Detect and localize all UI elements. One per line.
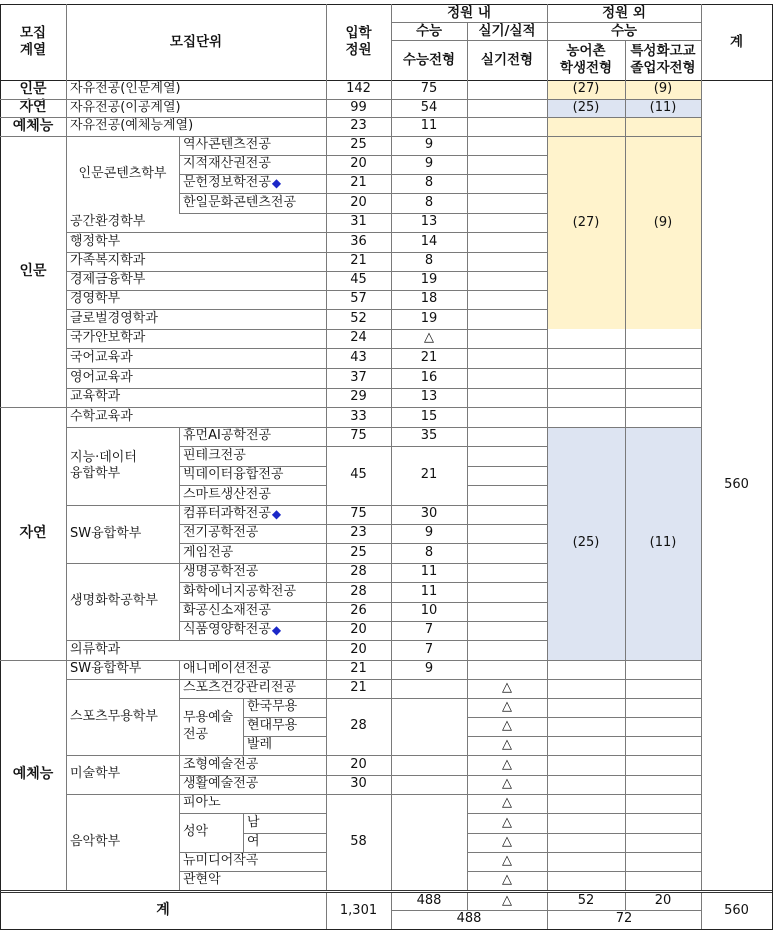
bio-quota: 28 bbox=[350, 583, 367, 599]
practical-triangle: △ bbox=[502, 814, 512, 830]
sport-health-quota: 21 bbox=[350, 680, 367, 696]
h-rule bbox=[391, 22, 701, 23]
cloth-quota: 20 bbox=[350, 641, 367, 657]
h-rule bbox=[467, 833, 701, 834]
major-label: 식품영양학전공 bbox=[183, 622, 271, 638]
ai-major: 핀테크전공 bbox=[183, 447, 246, 463]
major-label: 화학에너지공학전공 bbox=[183, 583, 297, 599]
dept-name: 행정학부 bbox=[70, 233, 121, 249]
h-rule bbox=[467, 446, 547, 447]
dept-suneung: 13 bbox=[420, 214, 438, 230]
row-group: 인문 bbox=[19, 80, 47, 97]
row-suneung: 54 bbox=[420, 99, 438, 115]
header-practical: 실기/실적 bbox=[478, 22, 536, 39]
dept-quota: 29 bbox=[350, 389, 367, 405]
h-rule bbox=[66, 679, 701, 680]
major-quota: 21 bbox=[350, 175, 367, 191]
dept-music: 음악학부 bbox=[70, 833, 121, 849]
h-rule bbox=[179, 852, 326, 853]
animation-quota: 21 bbox=[350, 661, 367, 677]
dance-sub: 발레 bbox=[247, 737, 273, 753]
ai-major: 휴먼AI공학전공 bbox=[183, 428, 272, 444]
dept-bio: 생명화학공학부 bbox=[70, 593, 158, 609]
dance-quota: 28 bbox=[350, 718, 367, 734]
v-rule bbox=[547, 4, 548, 80]
diamond-icon: ◆ bbox=[271, 507, 282, 521]
dept-name: 가족복지학과 bbox=[70, 253, 146, 269]
music-quota: 58 bbox=[350, 833, 367, 849]
major-label: 전기공학전공 bbox=[183, 525, 259, 541]
sw-major bbox=[179, 524, 326, 543]
h-rule bbox=[66, 794, 701, 795]
bio-quota: 28 bbox=[350, 564, 367, 580]
v-rule bbox=[179, 660, 180, 890]
major-label: 문헌정보학전공 bbox=[183, 175, 271, 191]
dept-suneung: 19 bbox=[420, 310, 438, 326]
h-rule bbox=[66, 427, 701, 428]
h-rule bbox=[0, 136, 701, 137]
diamond-icon: ◆ bbox=[271, 176, 282, 190]
h-rule bbox=[66, 271, 547, 272]
dance-sub: 한국무용 bbox=[247, 699, 298, 715]
bio-major bbox=[179, 563, 326, 582]
dept-ai: 지능·데이터 융합학부 bbox=[70, 449, 137, 481]
v-rule bbox=[66, 80, 67, 890]
major-label: 역사콘텐츠전공 bbox=[183, 137, 271, 153]
v-rule bbox=[0, 4, 1, 930]
footer-suneung: 488 bbox=[416, 893, 442, 909]
header-total: 계 bbox=[729, 33, 744, 50]
bio-quota: 26 bbox=[350, 603, 367, 619]
dept-quota: 36 bbox=[350, 233, 367, 249]
practical-triangle: △ bbox=[502, 718, 512, 734]
h-rule bbox=[243, 736, 326, 737]
row-vocational: (11) bbox=[649, 99, 677, 115]
dept-suneung: 16 bbox=[420, 369, 438, 385]
bio-suneung: 7 bbox=[424, 622, 434, 638]
h-rule bbox=[0, 99, 701, 100]
header-suneung: 수능 bbox=[415, 22, 443, 39]
v-rule bbox=[326, 893, 327, 929]
ai-suneung-1: 35 bbox=[420, 428, 438, 444]
practical-triangle: △ bbox=[502, 699, 512, 715]
v-rule bbox=[179, 136, 180, 213]
dept-quota: 21 bbox=[350, 253, 367, 269]
v-rule bbox=[467, 22, 468, 80]
grand-total: 560 bbox=[724, 476, 749, 492]
dept-name: 국어교육과 bbox=[70, 349, 133, 365]
h-rule bbox=[179, 871, 326, 872]
voc-hum-block: (9) bbox=[625, 117, 701, 329]
dept-quota: 45 bbox=[350, 272, 367, 288]
diamond-icon: ◆ bbox=[271, 623, 282, 637]
dept-name: 공간환경학부 bbox=[70, 214, 146, 230]
header-unit: 모집단위 bbox=[169, 33, 223, 50]
h-rule bbox=[179, 543, 547, 544]
h-rule bbox=[0, 660, 701, 661]
footer-label: 계 bbox=[156, 902, 170, 919]
art-major: 생활예술전공 bbox=[183, 776, 259, 792]
dept-sw-arts: SW융합학부 bbox=[70, 661, 142, 677]
dept-suneung: 8 bbox=[424, 253, 434, 269]
h-rule bbox=[66, 290, 547, 291]
art-major: 조형예술전공 bbox=[183, 756, 259, 772]
v-rule bbox=[547, 893, 548, 929]
v-rule bbox=[66, 4, 67, 80]
ai-quota-1: 75 bbox=[350, 428, 367, 444]
dept-suneung: 18 bbox=[420, 291, 438, 307]
practical-triangle: △ bbox=[502, 834, 512, 850]
dept-math: 수학교육과 bbox=[70, 408, 133, 424]
header-quota: 입학 정원 bbox=[345, 25, 372, 58]
v-rule bbox=[701, 4, 702, 80]
h-rule bbox=[66, 309, 547, 310]
h-rule bbox=[179, 174, 547, 175]
row-unit: 자유전공(이공계열) bbox=[70, 99, 181, 115]
dept-quota: 43 bbox=[350, 349, 367, 365]
v-rule bbox=[625, 40, 626, 80]
ai-quota-2: 45 bbox=[350, 467, 367, 483]
h-rule bbox=[179, 155, 547, 156]
h-rule bbox=[0, 117, 701, 118]
major-label: 생명공학전공 bbox=[183, 564, 259, 580]
major-name bbox=[179, 193, 326, 213]
sw-quota: 23 bbox=[350, 525, 367, 541]
h-rule bbox=[243, 833, 326, 834]
h-rule bbox=[179, 466, 326, 467]
major-label: 지적재산권전공 bbox=[183, 156, 271, 172]
h-rule bbox=[467, 717, 701, 718]
ai-major: 스마트생산전공 bbox=[183, 486, 271, 502]
major-quota: 25 bbox=[350, 137, 367, 153]
dept-art: 미술학부 bbox=[70, 766, 121, 782]
sw-quota: 25 bbox=[350, 544, 367, 560]
dept-name: 경제금융학부 bbox=[70, 272, 146, 288]
v-rule bbox=[701, 80, 702, 890]
h-rule bbox=[179, 524, 547, 525]
v-rule bbox=[326, 4, 327, 80]
rural-nat-block: (25) bbox=[547, 427, 625, 660]
footer-inside-sum: 488 bbox=[456, 911, 482, 927]
h-rule bbox=[66, 505, 547, 506]
major-label: 컴퓨터과학전공 bbox=[183, 506, 271, 522]
ai-major: 빅데이터융합전공 bbox=[183, 467, 284, 483]
dance-sub: 현대무용 bbox=[247, 718, 298, 734]
dept-cloth: 의류학과 bbox=[70, 641, 121, 657]
h-rule bbox=[0, 407, 701, 408]
practical-triangle: △ bbox=[502, 737, 512, 753]
row-suneung: 11 bbox=[420, 118, 438, 134]
practical-triangle: △ bbox=[502, 776, 512, 792]
art-quota: 30 bbox=[350, 776, 367, 792]
sw-suneung: 9 bbox=[424, 525, 434, 541]
h-rule bbox=[467, 736, 701, 737]
v-rule bbox=[391, 80, 392, 890]
v-rule bbox=[179, 427, 180, 640]
h-rule bbox=[179, 213, 547, 214]
v-rule bbox=[625, 893, 626, 910]
h-rule bbox=[179, 813, 326, 814]
rural-hum-block: (27) bbox=[547, 117, 625, 329]
sw-major bbox=[179, 505, 326, 524]
h-rule bbox=[66, 388, 701, 389]
math-suneung: 15 bbox=[420, 408, 438, 424]
dept-sw: SW융합학부 bbox=[70, 525, 142, 541]
v-rule bbox=[547, 80, 548, 890]
dance-label: 무용예술 전공 bbox=[183, 710, 234, 742]
row-rural: (27) bbox=[572, 81, 600, 97]
major-suneung: 8 bbox=[424, 175, 434, 191]
h-rule bbox=[179, 193, 547, 194]
row-unit: 자유전공(예체능계열) bbox=[70, 118, 194, 134]
major-name bbox=[179, 155, 326, 174]
major-quota: 20 bbox=[350, 194, 367, 210]
group-arts: 예체능 bbox=[12, 766, 54, 783]
h-rule bbox=[66, 329, 547, 330]
row-suneung: 75 bbox=[420, 81, 438, 97]
row-group: 자연 bbox=[19, 99, 47, 116]
sport-health-major: 스포츠건강관리전공 bbox=[183, 680, 297, 696]
major-name bbox=[179, 136, 326, 155]
bio-major bbox=[179, 602, 326, 621]
dept-name: 경영학부 bbox=[70, 291, 121, 307]
major-suneung: 9 bbox=[424, 137, 434, 153]
bio-suneung: 11 bbox=[420, 583, 438, 599]
v-rule bbox=[625, 80, 626, 890]
sw-major bbox=[179, 543, 326, 563]
row-quota: 23 bbox=[350, 118, 367, 134]
footer-double-rule bbox=[0, 890, 772, 893]
art-quota: 20 bbox=[350, 756, 367, 772]
practical-triangle: △ bbox=[502, 872, 512, 888]
dept-suneung: △ bbox=[424, 330, 434, 346]
cloth-suneung: 7 bbox=[424, 641, 434, 657]
music-item: 피아노 bbox=[183, 795, 221, 811]
h-rule bbox=[467, 485, 547, 486]
major-suneung: 8 bbox=[424, 194, 434, 210]
ai-suneung-2: 21 bbox=[420, 467, 438, 483]
h-rule bbox=[467, 466, 547, 467]
vocal-sub: 여 bbox=[247, 834, 260, 850]
dept-quota: 31 bbox=[350, 214, 367, 230]
vocal-label: 성악 bbox=[183, 824, 209, 840]
practical-triangle: △ bbox=[502, 680, 512, 696]
v-rule bbox=[391, 4, 392, 80]
music-item: 뉴미디어작곡 bbox=[183, 853, 259, 869]
h-rule bbox=[391, 40, 701, 41]
h-rule bbox=[66, 252, 547, 253]
animation-suneung: 9 bbox=[424, 661, 434, 677]
h-rule bbox=[179, 485, 326, 486]
v-rule bbox=[391, 893, 392, 929]
h-rule bbox=[0, 4, 772, 5]
row-unit: 자유전공(인문계열) bbox=[70, 81, 181, 97]
dept-quota: 37 bbox=[350, 369, 367, 385]
dept-name: 글로벌경영학과 bbox=[70, 310, 158, 326]
h-rule bbox=[66, 640, 547, 641]
dept-sport: 스포츠무용학부 bbox=[70, 708, 158, 724]
h-rule bbox=[467, 871, 701, 872]
practical-triangle: △ bbox=[502, 756, 512, 772]
bio-major bbox=[179, 582, 326, 602]
group-humanities: 인문 bbox=[19, 262, 47, 279]
header-suneung-track: 수능전형 bbox=[402, 51, 456, 68]
h-rule bbox=[179, 775, 701, 776]
header-category: 모집 계열 bbox=[19, 25, 47, 58]
h-rule bbox=[0, 80, 772, 81]
header-practical-track: 실기전형 bbox=[480, 51, 534, 68]
v-rule bbox=[701, 893, 702, 929]
row-group: 예체능 bbox=[12, 117, 54, 134]
dept-humanities-contents: 인문콘텐츠학부 bbox=[78, 166, 167, 182]
major-quota: 20 bbox=[350, 156, 367, 172]
group-natural: 자연 bbox=[19, 524, 47, 541]
h-rule bbox=[66, 232, 547, 233]
header-rural: 농어촌 학생전형 bbox=[559, 43, 613, 76]
h-rule bbox=[66, 348, 701, 349]
bio-suneung: 10 bbox=[420, 603, 438, 619]
dept-quota: 57 bbox=[350, 291, 367, 307]
bio-suneung: 11 bbox=[420, 564, 438, 580]
row-quota: 142 bbox=[346, 81, 371, 97]
v-rule bbox=[243, 698, 244, 755]
footer-outside-sum: 72 bbox=[615, 911, 633, 927]
h-rule bbox=[467, 852, 701, 853]
h-rule bbox=[243, 717, 326, 718]
footer-vocational: 20 bbox=[654, 893, 672, 909]
footer-rural: 52 bbox=[577, 893, 595, 909]
h-rule bbox=[179, 621, 547, 622]
animation-major: 애니메이션전공 bbox=[183, 661, 271, 677]
footer-quota: 1,301 bbox=[339, 902, 378, 918]
dept-quota: 24 bbox=[350, 330, 367, 346]
voc-nat-block: (11) bbox=[625, 427, 701, 660]
h-rule bbox=[179, 698, 701, 699]
footer-practical: △ bbox=[502, 893, 512, 909]
h-rule bbox=[66, 368, 701, 369]
v-rule bbox=[326, 80, 327, 890]
sw-suneung: 30 bbox=[420, 506, 438, 522]
v-rule bbox=[243, 813, 244, 852]
header-inside: 정원 내 bbox=[447, 4, 491, 21]
vocal-sub: 남 bbox=[247, 814, 260, 830]
bio-quota: 20 bbox=[350, 622, 367, 638]
music-item: 관현악 bbox=[183, 872, 221, 888]
v-rule bbox=[467, 893, 468, 910]
dept-suneung: 13 bbox=[420, 389, 438, 405]
major-label: 화공신소재전공 bbox=[183, 603, 271, 619]
practical-triangle: △ bbox=[502, 853, 512, 869]
h-rule bbox=[179, 602, 547, 603]
dept-suneung: 21 bbox=[420, 349, 438, 365]
footer-total: 560 bbox=[724, 902, 749, 918]
bio-major bbox=[179, 621, 326, 640]
major-label: 한일문화콘텐츠전공 bbox=[183, 194, 297, 210]
major-suneung: 9 bbox=[424, 156, 434, 172]
dept-name: 국가안보학과 bbox=[70, 330, 146, 346]
v-rule bbox=[467, 80, 468, 890]
h-rule bbox=[66, 755, 701, 756]
major-name bbox=[179, 174, 326, 193]
row-rural: (25) bbox=[572, 99, 600, 115]
row-quota: 99 bbox=[350, 99, 367, 115]
h-rule bbox=[179, 446, 467, 447]
h-rule bbox=[467, 813, 701, 814]
dept-name: 교육학과 bbox=[70, 389, 121, 405]
row-vocational: (9) bbox=[653, 81, 673, 97]
sw-suneung: 8 bbox=[424, 544, 434, 560]
dept-suneung: 14 bbox=[420, 233, 438, 249]
header-outside: 정원 외 bbox=[602, 4, 646, 21]
h-rule bbox=[179, 582, 547, 583]
h-rule bbox=[66, 563, 547, 564]
header-suneung-out: 수능 bbox=[610, 22, 638, 39]
header-vocational: 특성화고교 졸업자전형 bbox=[630, 43, 696, 76]
practical-triangle: △ bbox=[502, 795, 512, 811]
dept-quota: 52 bbox=[350, 310, 367, 326]
sw-quota: 75 bbox=[350, 506, 367, 522]
math-quota: 33 bbox=[350, 408, 367, 424]
major-label: 게임전공 bbox=[183, 544, 234, 560]
dept-suneung: 19 bbox=[420, 272, 438, 288]
h-rule bbox=[391, 910, 701, 911]
dept-name: 영어교육과 bbox=[70, 369, 133, 385]
